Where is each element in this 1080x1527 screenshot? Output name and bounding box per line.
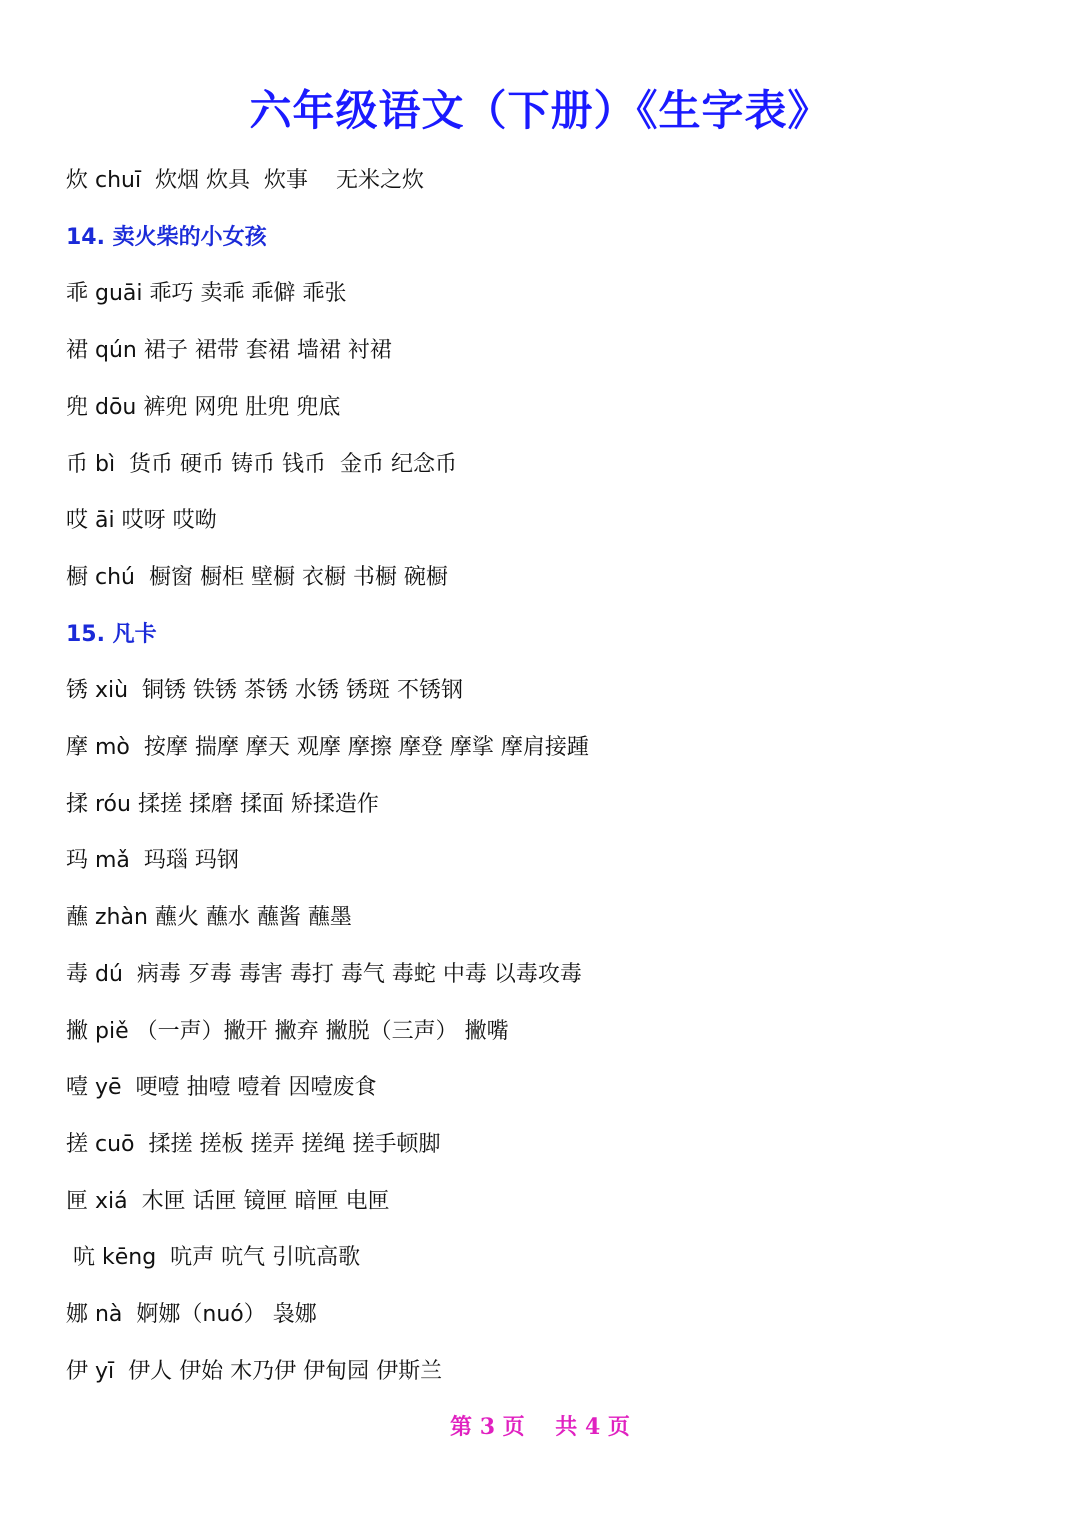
vocab-line: 兜 dōu 裤兜 网兜 肚兜 兜底 [66,395,341,420]
vocab-line: 伊 yī 伊人 伊始 木乃伊 伊甸园 伊斯兰 [66,1359,443,1384]
page-footer: 第 3 页 共 4 页 [450,1414,630,1440]
vocab-line: 裙 qún 裙子 裙带 套裙 墙裙 衬裙 [66,338,392,363]
lesson-heading: 14. 卖火柴的小女孩 [66,225,267,250]
vocab-line: 匣 xiá 木匣 话匣 镜匣 暗匣 电匣 [66,1189,390,1214]
vocab-line: 橱 chú 橱窗 橱柜 壁橱 衣橱 书橱 碗橱 [66,565,448,590]
vocab-line: 蘸 zhàn 蘸火 蘸水 蘸酱 蘸墨 [66,905,352,930]
vocab-line: 哎 āi 哎呀 哎呦 [66,508,217,533]
vocab-line: 币 bì 货币 硬币 铸币 钱币 金币 纪念币 [66,452,458,477]
vocab-line: 吭 kēng 吭声 吭气 引吭高歌 [66,1245,361,1270]
vocab-line: 噎 yē 哽噎 抽噎 噎着 因噎废食 [66,1075,377,1100]
vocab-line: 锈 xiù 铜锈 铁锈 茶锈 水锈 锈斑 不锈钢 [66,678,464,703]
vocab-line: 玛 mǎ 玛瑙 玛钢 [66,848,239,873]
vocab-line: 揉 róu 揉搓 揉磨 揉面 矫揉造作 [66,792,379,817]
vocab-line: 毒 dú 病毒 歹毒 毒害 毒打 毒气 毒蛇 中毒 以毒攻毒 [66,962,582,987]
vocab-line: 炊 chuī 炊烟 炊具 炊事 无米之炊 [66,168,425,193]
lesson-heading: 15. 凡卡 [66,622,157,647]
vocab-line: 搓 cuō 揉搓 搓板 搓弄 搓绳 搓手顿脚 [66,1132,441,1157]
page-title: 六年级语文（下册）《生字表》 [249,86,831,135]
vocab-line: 乖 guāi 乖巧 卖乖 乖僻 乖张 [66,281,347,306]
vocab-line: 摩 mò 按摩 揣摩 摩天 观摩 摩擦 摩登 摩挲 摩肩接踵 [66,735,589,760]
vocab-line: 撇 piě （一声）撇开 撇弃 撇脱（三声） 撇嘴 [66,1019,509,1044]
vocab-line: 娜 nà 婀娜（nuó） 袅娜 [66,1302,317,1327]
